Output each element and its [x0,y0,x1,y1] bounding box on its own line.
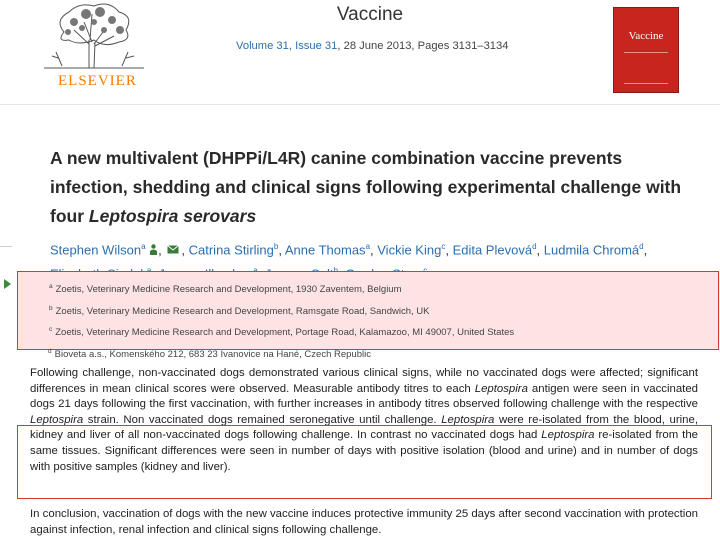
author-list: Stephen Wilson$^a$ , , Catrina Stirling$^b$, Anne Thomas$^a$, Vickie King$^c$, Edita Plevová$^d$, Ludmila Chromá$^d$, [50,236,690,285]
affiliation-item [48,348,371,360]
elsevier-tree-logo [34,0,152,70]
affiliation-text: Bioveta a.s., Komenského 212, 683 23 Ivanovice na Hané, Czech Republic [54,349,371,361]
affiliation-sup: a [49,283,53,290]
expand-arrow-icon[interactable] [4,279,11,289]
article-title-main: A new multivalent (DHPPi/L4R) canine combination vaccine prevents infection, shedding and clinical signs following experimental challenge with four [50,148,682,226]
abstract-text: antigen were seen in vaccinated dogs 21 days following the first vaccination, with further increases in antibody titres observed following challenge with the respective [30,382,698,411]
journal-title[interactable]: Vaccine [336,4,404,25]
author-sup[interactable]: d [532,242,537,251]
person-icon[interactable] [150,244,157,255]
article-title [50,144,700,231]
abstract-results-paragraph [30,366,698,475]
volume-issue-link[interactable]: Volume 31, Issue 31 [236,40,338,52]
author-link[interactable]: Anne Thomas [284,242,366,258]
cover-decoration [624,52,668,84]
abstract-conclusion-paragraph: In conclusion, vaccination of dogs with the new vaccine induces protective immunity 25 days after second vaccination with protection against infection, renal infection and clinical signs following challenge. [30,508,698,536]
author-sup[interactable]: d [639,242,644,251]
abstract-text: were re-isolated from the blood, urine, kidney and liver of all non-vaccinated dogs following challenge. In contrast no vaccinated dogs had [30,413,698,442]
author-sup[interactable]: c [441,242,446,251]
affiliation-text: Zoetis, Veterinary Medicine Research and Development, Ramsgate Road, Sandwich, UK [55,306,430,318]
cover-title: Vaccine [628,30,664,42]
abstract-italic: Leptospira [541,429,595,442]
side-divider [0,246,12,247]
affiliation-item [49,326,514,338]
affiliation-text: Zoetis, Veterinary Medicine Research and Development, 1930 Zaventem, Belgium [55,284,402,296]
abstract-italic: Leptospira [441,413,495,426]
author-link[interactable]: Ludmila Chromá [543,242,640,258]
header-divider [0,104,720,105]
author-link[interactable]: Stephen Wilson [50,242,142,258]
publisher-name: ELSEVIER [58,73,137,89]
author-link[interactable]: Catrina Stirling [188,242,274,258]
affiliation-item [49,283,402,295]
affiliations-highlight-box [17,271,719,350]
author-link[interactable]: Vickie King [377,242,442,258]
journal-issue-info [236,40,508,52]
affiliation-item [49,305,429,317]
author-link[interactable]: Edita Plevová [452,242,533,258]
article-title-italic: Leptospira serovars [88,206,257,226]
abstract-text: re-isolated from the same tissues. Significant differences were seen in number of days with positive isolation (blood and urine) and in number of dogs with positive samples (kidney and liver). [30,429,698,473]
journal-cover-thumbnail[interactable] [613,7,679,93]
affiliation-text: Zoetis, Veterinary Medicine Research and Development, Portage Road, Kalamazoo, MI 49007, United States [55,327,515,339]
abstract-italic: Leptospira [30,413,84,426]
affiliation-sup: d [48,348,52,355]
affiliation-sup: c [49,326,53,333]
date-pages: , 28 June 2013, Pages 3131–3134 [337,40,509,52]
affiliation-sup: b [49,305,53,312]
abstract-text: strain. Non vaccinated dogs remained seronegative until challenge. [83,413,442,426]
abstract-text: Following challenge, non-vaccinated dogs demonstrated various clinical signs, while no vaccinated dogs were affected; significant differences in mean clinical scores were observed. Measurable antibody titres to each [30,367,698,395]
abstract-italic: Leptospira [474,382,528,395]
author-sup[interactable]: b [273,242,279,251]
author-sup[interactable]: a [365,242,371,251]
mail-icon[interactable] [167,245,179,254]
author-sup[interactable]: a [141,242,146,251]
